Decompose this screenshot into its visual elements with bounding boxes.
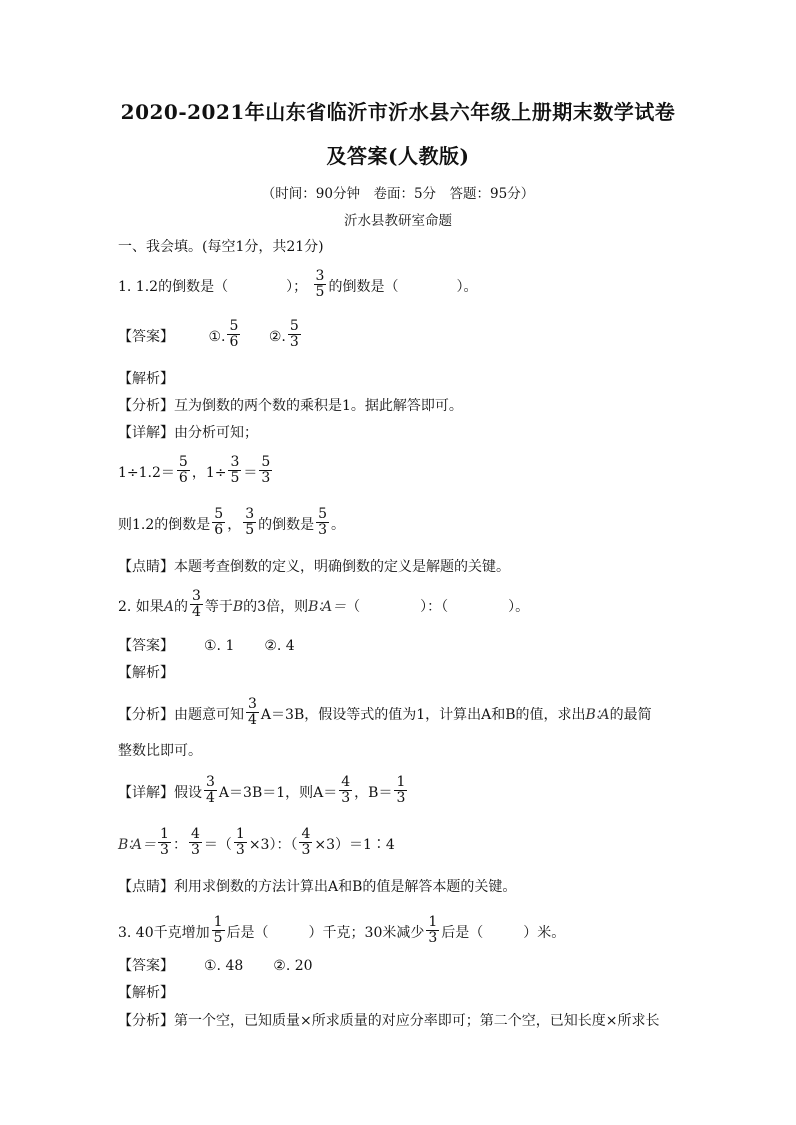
fraction: $\frac{5}{6}$	[214, 506, 224, 538]
answer-2: 【答案】 ①. 1 ②. 4	[118, 638, 295, 654]
exam-source: 沂水县教研室命题	[344, 213, 452, 229]
fraction: $\frac{3}{5}$	[245, 506, 255, 538]
answer-tag: 【答案】	[118, 329, 174, 346]
fraction: $\frac{5}{3}$	[289, 318, 299, 350]
question-2: 2. 如果A的 $\frac{3}{4}$ 等于B的3倍，则B∶A＝（ ）：（ ）。	[118, 588, 530, 620]
fraction: $\frac{3}{4}$	[191, 588, 201, 620]
ratio-calc-2: B∶A＝ $\frac{1}{3}$ ： $\frac{4}{3}$ ＝（ $\frac{1}{3}$ ×3）：（ $\frac{4}{3}$ ×3）＝1∶4	[118, 826, 395, 858]
analysis-3: 【分析】第一个空，已知质量×所求质量的对应分率即可；第二个空，已知长度×所求长	[118, 1013, 660, 1029]
document-title: 2020-2021年山东省临沂市沂水县六年级上册期末数学试卷	[120, 100, 676, 124]
fraction: $\frac{3}{4}$	[206, 774, 215, 806]
fraction: $\frac{3}{4}$	[248, 696, 257, 728]
analysis-1: 【分析】互为倒数的两个数的乘积是1。据此解答即可。	[118, 398, 463, 414]
fraction: $\frac{1}{3}$	[428, 914, 438, 946]
fraction: $\frac{5}{3}$	[318, 506, 328, 538]
analysis-tag-2: 【解析】	[118, 665, 174, 681]
calc-1: 1÷1.2＝ $\frac{5}{6}$ ，1÷ $\frac{3}{5}$ ＝ $\frac{5}{3}$	[118, 454, 271, 486]
analysis-2: 【分析】由题意可知 $\frac{3}{4}$ A＝3B，假设等式的值为1，计算出A和B的值，求出B∶A的最简	[118, 696, 652, 728]
conclusion-1: 则1.2的倒数是 $\frac{5}{6}$ ， $\frac{3}{5}$ 的倒数是 $\frac{5}{3}$ 。	[118, 506, 346, 538]
exam-meta: （时间：90分钟 卷面：5分 答题：95分）	[261, 186, 535, 202]
fraction: $\frac{3}{5}$	[315, 268, 325, 300]
section-heading: 一、我会填。(每空1分，共21分)	[118, 239, 324, 255]
analysis-tag-3: 【解析】	[118, 985, 174, 1001]
detail-2: 【详解】假设 $\frac{3}{4}$ A＝3B＝1，则A＝ $\frac{4}{3}$ ，B＝ $\frac{1}{3}$	[118, 774, 406, 806]
analysis-tag: 【解析】	[118, 371, 174, 387]
summary-2: 【点睛】利用求倒数的方法计算出A和B的值是解答本题的关键。	[118, 879, 517, 895]
fraction: $\frac{1}{3}$	[160, 826, 169, 858]
fraction: $\frac{1}{3}$	[396, 774, 406, 806]
answer-3: 【答案】 ①. 48 ②. 20	[118, 958, 313, 974]
fraction: $\frac{4}{3}$	[190, 826, 200, 858]
document-title-line2: 及答案(人教版)	[326, 144, 470, 168]
summary-1: 【点睛】本题考查倒数的定义，明确倒数的定义是解题的关键。	[118, 559, 510, 575]
detail-1: 【详解】由分析可知；	[118, 425, 258, 441]
fraction: $\frac{5}{3}$	[261, 454, 271, 486]
answer-1: 【答案】 ①. $\frac{5}{6}$ ②. $\frac{5}{3}$	[118, 318, 299, 350]
fraction: $\frac{5}{6}$	[178, 454, 188, 486]
fraction: $\frac{4}{3}$	[341, 774, 351, 806]
fraction: $\frac{4}{3}$	[301, 826, 311, 858]
fraction: $\frac{5}{6}$	[229, 318, 239, 350]
fraction: $\frac{3}{5}$	[230, 454, 240, 486]
fraction: $\frac{1}{3}$	[235, 826, 245, 858]
question-3: 3. 40千克增加 $\frac{1}{5}$ 后是（ ）千克；30米减少 $\frac{1}{3}$ 后是（ ）米。	[118, 914, 566, 946]
question-1: 1. 1.2的倒数是（ ）； $\frac{3}{5}$ 的倒数是（ ）。	[118, 268, 478, 300]
fraction: $\frac{1}{5}$	[213, 914, 223, 946]
analysis-2-cont: 整数比即可。	[118, 743, 202, 759]
